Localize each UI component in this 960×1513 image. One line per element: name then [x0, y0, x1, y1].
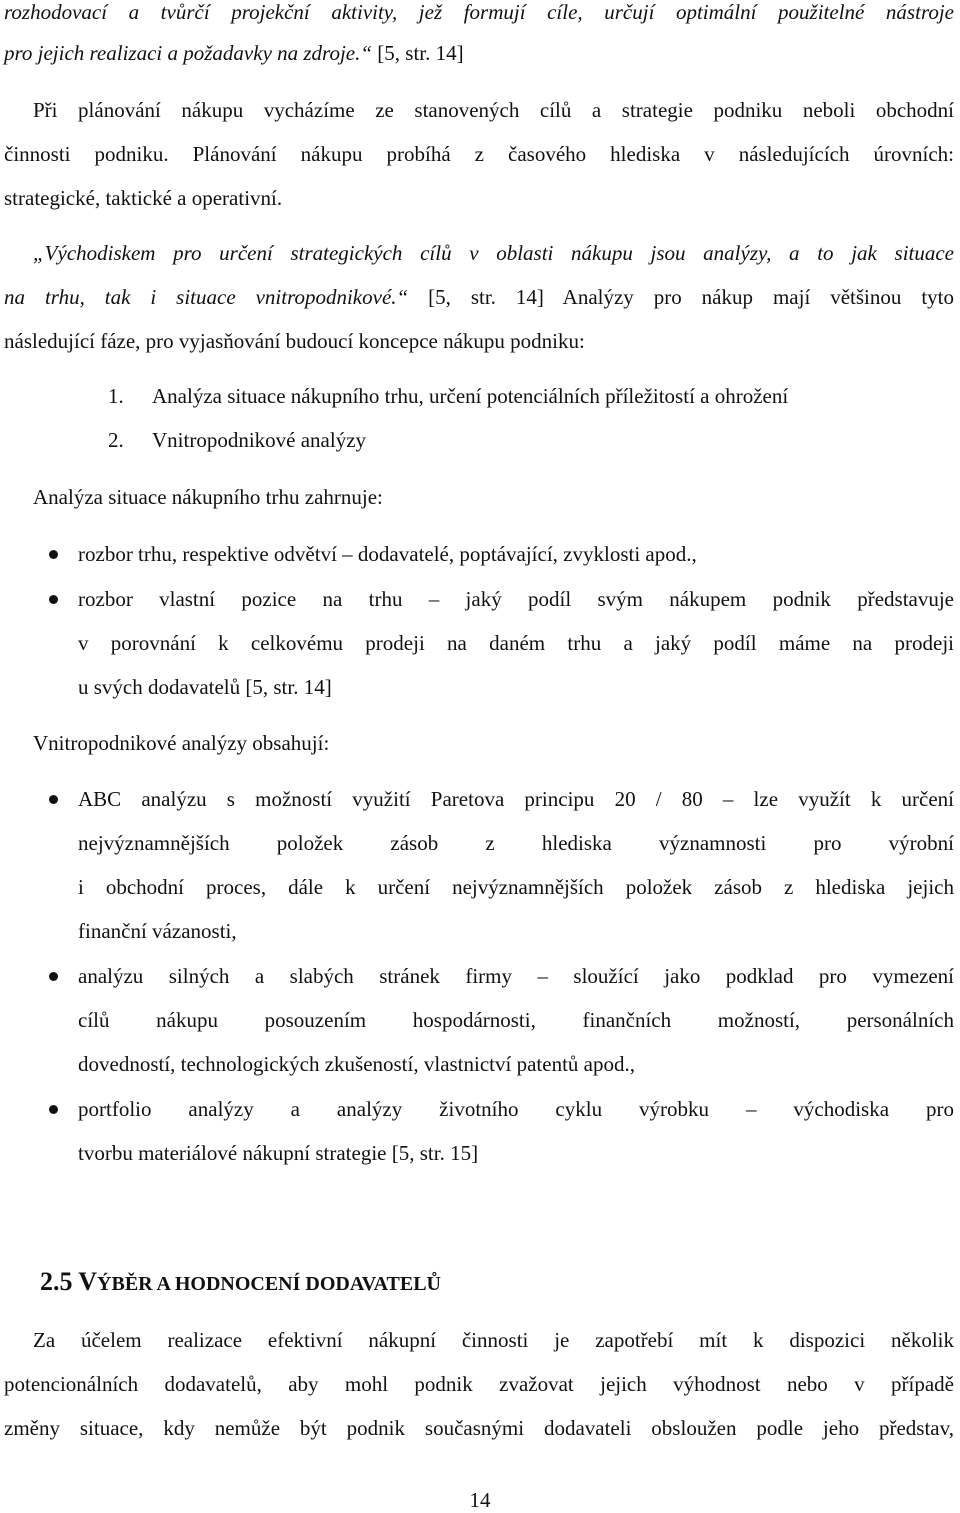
internal-bullet-line: analýzu silných a slabých stránek firmy – sloužící jako podklad pro vymezení [78, 964, 954, 988]
section-title-initial: V [78, 1267, 98, 1296]
market-bullet-line: rozbor vlastní pozice na trhu – jaký podíl svým nákupem podnik představuje [78, 587, 954, 611]
phase-number: 2. [108, 428, 124, 452]
bullet-icon [48, 794, 60, 806]
planning-line-3: strategické, taktické a operativní. [4, 186, 283, 210]
bullet-icon [48, 971, 60, 983]
intro-italic: pro jejich realizaci a požadavky na zdroje.“ [4, 41, 373, 65]
page-number: 14 [469, 1488, 491, 1512]
market-analysis-heading: Analýza situace nákupního trhu zahrnuje: [33, 485, 383, 509]
section-line-2: potencionálních dodavatelů, aby mohl podnik zvažovat jejich výhodnost nebo v případě [4, 1372, 954, 1396]
quote-rest: [5, str. 14] Analýzy pro nákup mají většinou tyto [408, 285, 954, 309]
phase-text: Analýza situace nákupního trhu, určení potenciálních příležitostí a ohrožení [152, 384, 789, 408]
internal-bullet-line: cílů nákupu posouzením hospodárnosti, finančních možností, personálních [78, 1008, 954, 1032]
section-title: ÝBĚR A HODNOCENÍ DODAVATELŮ [97, 1273, 441, 1295]
planning-line-1: Při plánování nákupu vycházíme ze stanovených cílů a strategie podniku neboli obchodní [33, 98, 954, 122]
internal-bullet-line: portfolio analýzy a analýzy životního cyklu výrobku – východiska pro [78, 1097, 954, 1121]
quote-italic: na trhu, tak i situace vnitropodnikové.“ [4, 285, 409, 309]
bullet-icon [48, 1104, 60, 1116]
section-number: 2.5 [40, 1267, 73, 1296]
section-line-1: Za účelem realizace efektivní nákupní činnosti je zapotřebí mít k dispozici několik [33, 1328, 954, 1352]
bullet-icon [48, 594, 60, 606]
section-line-3: změny situace, kdy nemůže být podnik současnými dodavateli obsloužen podle jeho představ, [4, 1416, 954, 1440]
bullet-icon [48, 549, 60, 561]
internal-bullet-line: dovedností, technologických zkušeností, vlastnictví patentů apod., [78, 1052, 635, 1076]
market-bullet-line: u svých dodavatelů [5, str. 14] [78, 675, 332, 699]
intro-line-1: rozhodovací a tvůrčí projekční aktivity, jež formují cíle, určují optimální použitelné nástroje [4, 0, 954, 24]
phase-text: Vnitropodnikové analýzy [152, 428, 367, 452]
phase-item [0, 427, 960, 453]
intro-reference: [5, str. 14] [372, 41, 464, 65]
internal-bullet-line: tvorbu materiálové nákupní strategie [5, str. 15] [78, 1141, 479, 1165]
phase-item [0, 383, 960, 409]
quote-line-1: „Východiskem pro určení strategických cílů v oblasti nákupu jsou analýzy, a to jak situace [33, 241, 954, 265]
internal-analysis-heading: Vnitropodnikové analýzy obsahují: [33, 731, 330, 755]
market-bullet-line: rozbor trhu, respektive odvětví – dodavatelé, poptávající, zvyklosti apod., [78, 542, 697, 566]
internal-bullet-line: i obchodní proces, dále k určení nejvýznamnějších položek zásob z hlediska jejich [78, 875, 954, 899]
quote-line-2 [4, 284, 954, 310]
internal-bullet-line: ABC analýzu s možností využití Paretova principu 20 / 80 – lze využít k určení [78, 787, 954, 811]
section-heading [40, 1266, 960, 1298]
phase-number: 1. [108, 384, 124, 408]
market-bullet-item [0, 541, 960, 567]
quote-line-3: následující fáze, pro vyjasňování budoucí koncepce nákupu podniku: [4, 329, 585, 353]
planning-line-2: činnosti podniku. Plánování nákupu probíhá z časového hlediska v následujících úrovních: [4, 142, 954, 166]
intro-line-2 [4, 40, 960, 66]
internal-bullet-line: nejvýznamnějších položek zásob z hlediska významnosti pro výrobní [78, 831, 954, 855]
market-bullet-line: v porovnání k celkovému prodeji na daném trhu a jaký podíl máme na prodeji [78, 631, 954, 655]
internal-bullet-line: finanční vázanosti, [78, 919, 237, 943]
